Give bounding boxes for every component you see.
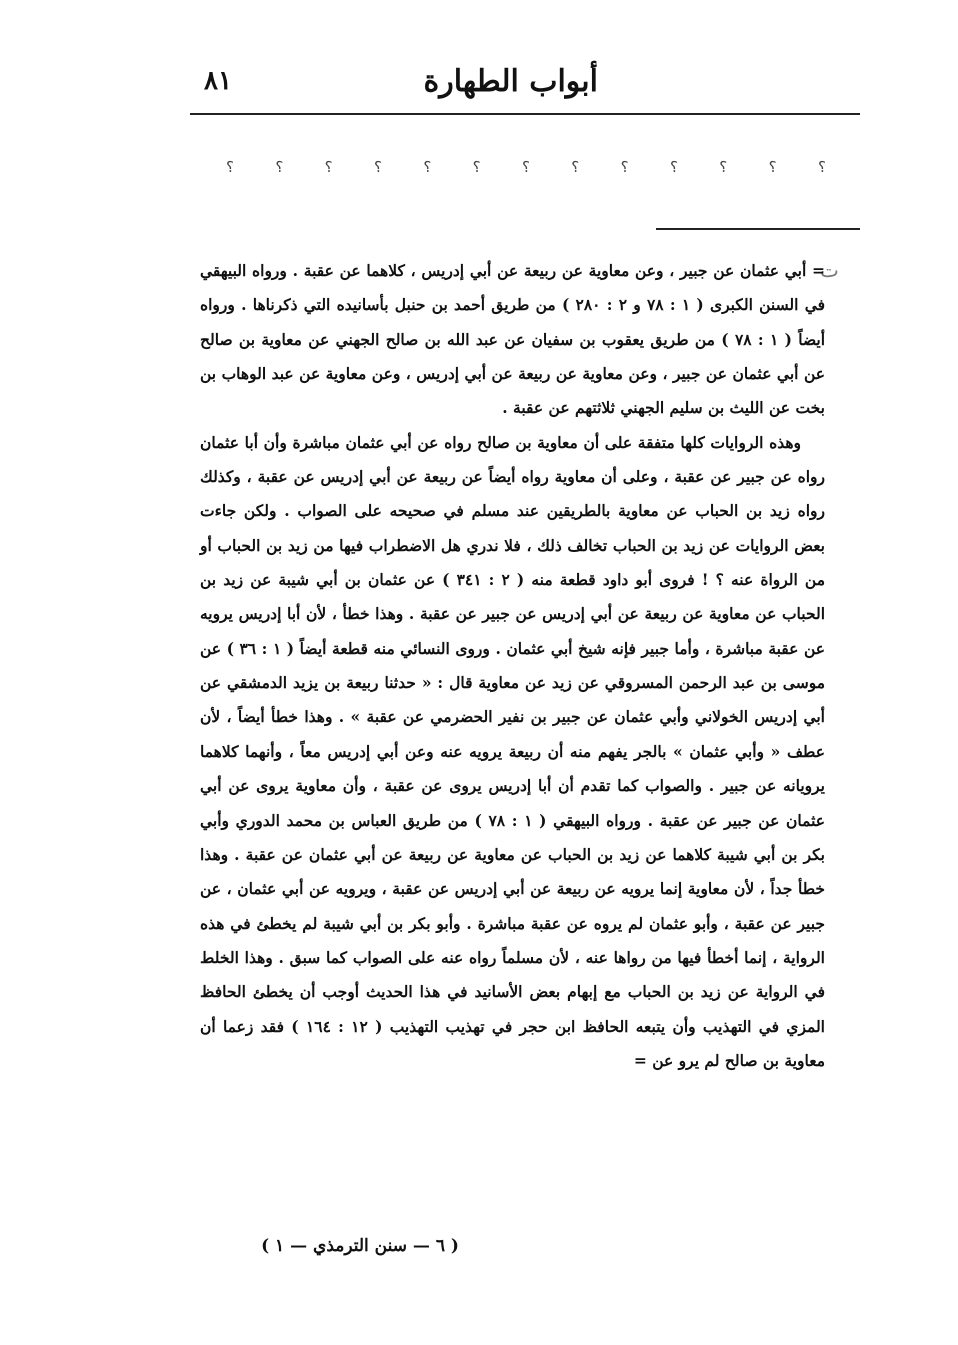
footnote-body: [200, 254, 825, 1078]
separator-dot: ؟: [472, 158, 481, 176]
separator-dot: ؟: [226, 158, 234, 176]
separator-dot: ؟: [423, 158, 432, 176]
separator-dot: ؟: [620, 158, 629, 176]
separator-dot: ؟: [768, 158, 777, 176]
header-rule: [190, 113, 860, 115]
footnote-rule: [656, 228, 860, 230]
margin-mark: ت: [820, 258, 839, 282]
paragraph: وهذه الروايات كلها متفقة على أن معاوية بن صالح رواه عن أبي عثمان مباشرة وأن أبا عثمان رواه عن جبير عن عقبة ، وعلى أن معاوية رواه أيضاً عن ربيعة عن أبي إدريس عن عقبة ، وكذلك رواه زيد بن الحباب عن معاوية بالطريقين عند مسلم في صحيحه على الصواب . ولكن جاءت بعض الروايات عن زيد بن الحباب تخالف ذلك ، فلا ندري هل الاضطراب فيها من زيد بن الحباب أو من الرواة عنه ؟ ! فروى أبو داود قطعة منه ( ٢ : ٣٤١ ) عن عثمان بن أبي شيبة عن زيد بن الحباب عن معاوية عن ربيعة عن أبي إدريس عن جبير عن عقبة . وهذا خطأ ، لأن أبا إدريس يرويه عن عقبة مباشرة ، وأما جبير فإنه شيخ أبي عثمان . وروى النسائي منه قطعة أيضاً ( ١ : ٣٦ ) عن موسى بن عبد الرحمن المسروقي عن زيد عن معاوية قال : « حدثنا ربيعة بن يزيد الدمشقي عن أبي إدريس الخولاني وأبي عثمان عن جبير بن نفير الحضرمي عن عقبة » . وهذا خطأ أيضاً ، لأن عطف « وأبي عثمان » بالجر يفهم منه أن ربيعة يرويه عنه وعن أبي إدريس معاً ، وأنهما كلاهما يرويانه عن جبير . والصواب كما تقدم أن أبا إدريس يروى عن عقبة ، وأن معاوية يروى عن أبي عثمان عن جبير عن عقبة . ورواه البيهقي ( ١ : ٧٨ ) من طريق العباس بن محمد الدوري وأبي بكر بن أبي شيبة كلاهما عن زيد بن الحباب عن معاوية عن ربيعة عن أبي عثمان عن عقبة . وهذا خطأ جداً ، لأن معاوية إنما يرويه عن ربيعة عن أبي إدريس عن عقبة ، ويرويه عن أبي عثمان ، عن جبير عن عقبة ، وأبو عثمان لم يروه عن عقبة مباشرة . وأبو بكر بن أبي شيبة لم يخطئ في هذه الرواية ، إنما أخطأ فيها من رواها عنه ، لأن مسلماً رواه عنه على الصواب كما سبق . وهذا الخلط في الرواية عن زيد بن الحباب مع إبهام بعض الأسانيد في هذا الحديث أوجب أن يخطئ الحافظ المزي في التهذيب وأن يتبعه الحافظ ابن حجر في تهذيب التهذيب ( ١٢ : ١٦٤ ) فقد زعما أن معاوية بن صالح لم يرو عن =: [200, 432, 826, 1070]
separator-dot: ؟: [571, 158, 580, 176]
separator-dot: ؟: [275, 158, 284, 176]
page-header: [190, 62, 860, 106]
paragraph: = أبي عثمان عن جبير ، وعن معاوية عن ربيعة عن أبي إدريس ، كلاهما عن عقبة . ورواه البيهقي في السنن الكبرى ( ١ : ٧٨ و ٢ : ٢٨٠ ) من طريق أحمد بن حنبل بأسانيده التي ذكرناها . ورواه أيضاً ( ١ : ٧٨ ) من طريق يعقوب بن سفيان عن عبد الله بن صالح الجهني عن معاوية بن صالح عن أبي عثمان عن جبير ، وعن معاوية عن ربيعة عن أبي إدريس ، وعن معاوية عن عبد الوهاب بن بخت عن الليث بن سليم الجهني ثلاثتهم عن عقبة .: [200, 261, 826, 418]
separator-dot: ؟: [669, 158, 678, 176]
footer-signature: ( ٦ — سنن الترمذي — ١ ): [261, 1236, 459, 1256]
separator-dot: ؟: [719, 158, 728, 176]
running-title: أبواب الطهارة: [423, 64, 598, 99]
separator-dot: ؟: [373, 158, 382, 176]
separator-dot: ؟: [817, 158, 826, 176]
page-number: ٨١: [204, 66, 232, 96]
separator-dot: ؟: [521, 158, 530, 176]
separator-dots: [226, 156, 826, 178]
separator-dot: ؟: [324, 158, 333, 176]
